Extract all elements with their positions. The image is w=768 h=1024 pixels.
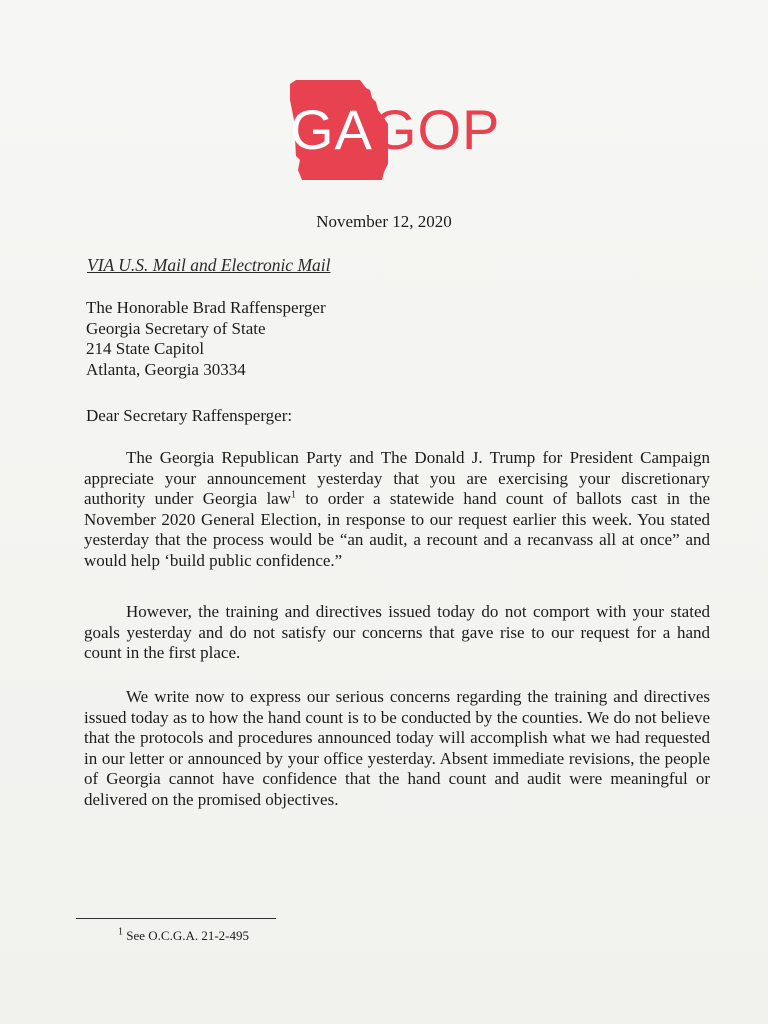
delivery-method: VIA U.S. Mail and Electronic Mail [87,255,331,275]
paragraph-1-text-a: The Georgia Republican Party and The Donald J. Trump for President Campaign appreciate your announcement yesterday that you are exercising your discretionary authority under Georgia law [84,448,710,509]
recipient-city: Atlanta, Georgia 30334 [86,359,246,379]
salutation: Dear Secretary Raffensperger: [86,406,293,425]
footnote-divider [76,918,276,919]
letter-date: November 12, 2020 [316,212,452,231]
footnote-marker: 1 [118,926,123,938]
paragraph-2: However, the training and directives issued today do not comport with your stated goals yesterday and do not satisfy our concerns that gave rise to our request for a hand count in the first place. [84,602,710,663]
footnote [118,928,249,944]
gagop-logo [288,80,518,180]
logo-gop-text: GOP [372,98,501,161]
paragraph-1 [84,448,710,572]
paragraph-1-text-b: to order a statewide hand count of ballots cast in the November 2020 General Election, in response to our request earlier this week. You stated yesterday that the process would be “an audit, a recount and a recanvass all at once” and would help ‘build public confidence.” [84,489,711,570]
recipient-title: Georgia Secretary of State [86,318,266,338]
recipient-address [86,298,326,380]
footnote-text: See O.C.G.A. 21-2-495 [123,928,250,943]
footnote-reference: 1 [291,489,297,501]
logo-ga-text: GA [290,98,373,161]
logo-wordmark [290,100,500,160]
recipient-name: The Honorable Brad Raffensperger [86,298,326,317]
recipient-street: 214 State Capitol [86,339,205,358]
paragraph-3: We write now to express our serious concerns regarding the training and directives issued today as to how the hand count is to be conducted by the counties. We do not believe that the protocols and procedures announced today will accomplish what we had requested in our letter or announced by your office yesterday. Absent immediate revisions, the people of Georgia cannot have confidence that the hand count and audit were meaningful or delivered on the promised objectives. [84,687,710,809]
